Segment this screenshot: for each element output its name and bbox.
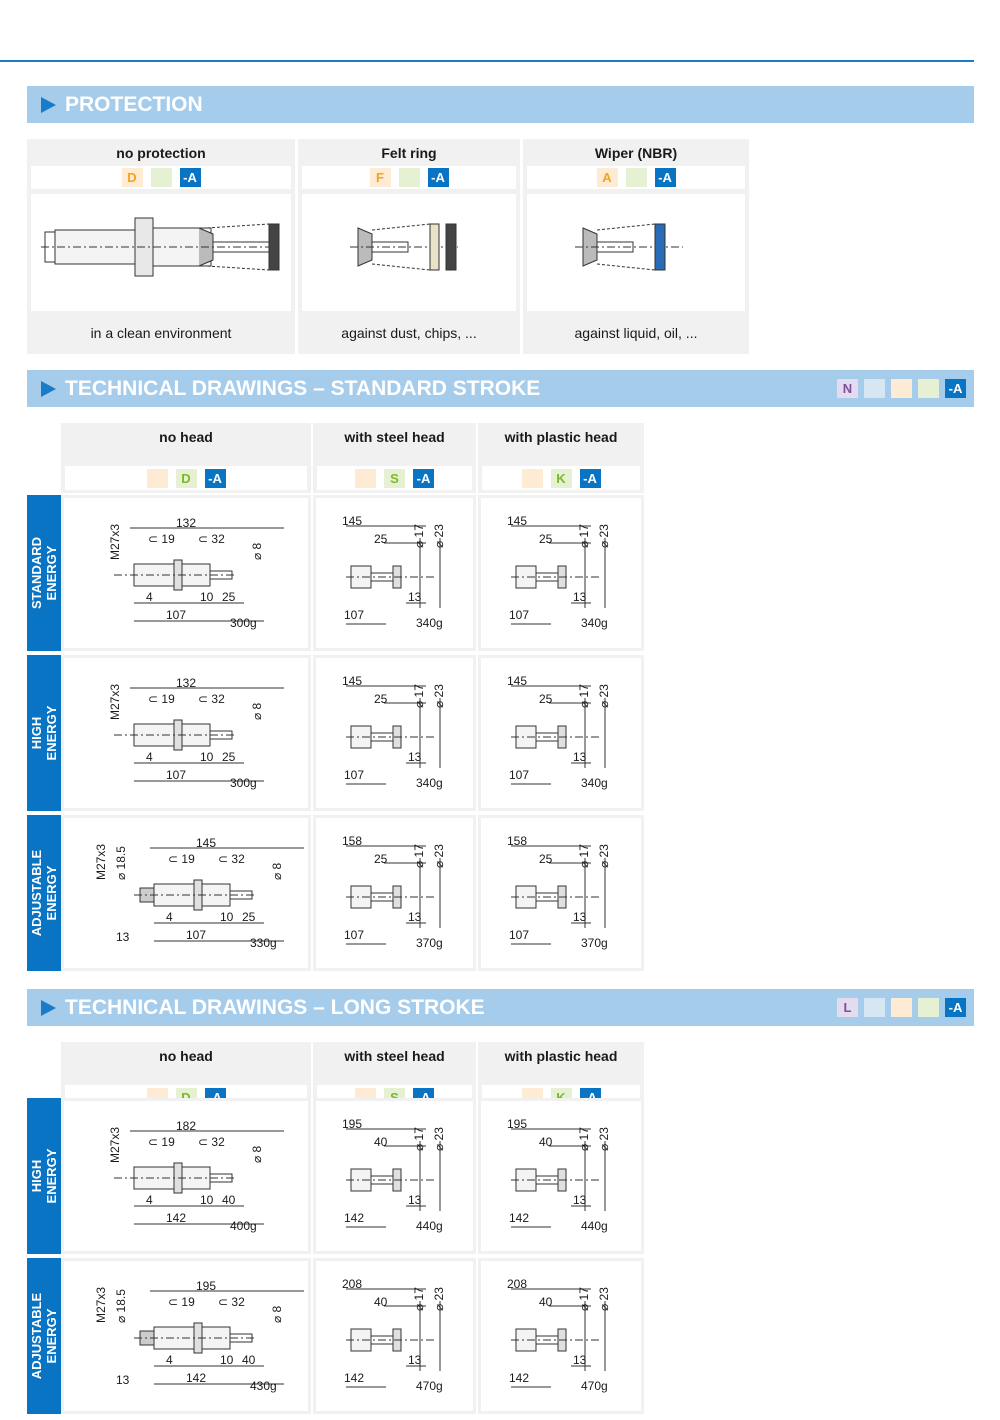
- dim-a: 4: [146, 1193, 153, 1207]
- dim-diameter-2: ⌀ 23: [432, 684, 446, 708]
- dim-stroke: 25: [374, 692, 388, 706]
- protection-option: [523, 139, 749, 354]
- dim-c: 25: [222, 590, 236, 604]
- drawing-plastic-head: [478, 1258, 644, 1414]
- code-row: [31, 166, 291, 189]
- drawing-plastic-head: [478, 1098, 644, 1254]
- dim-length: 107: [166, 768, 187, 782]
- dim-length: 107: [509, 768, 530, 782]
- column-title: with steel head: [344, 1048, 445, 1064]
- code-chip-blank: [399, 168, 420, 187]
- drawing-area: [64, 658, 308, 808]
- dim-c: 40: [242, 1353, 256, 1367]
- dim-diameter: ⌀ 8: [250, 542, 264, 560]
- dim-head: 13: [573, 590, 587, 604]
- code-chip-blank: [891, 379, 912, 398]
- weight: 440g: [416, 1219, 443, 1233]
- protection-description: against dust, chips, ...: [341, 325, 477, 341]
- dim-diameter-1: ⌀ 17: [412, 684, 426, 708]
- dim-length: 142: [344, 1371, 365, 1385]
- dim-c: 40: [222, 1193, 236, 1207]
- codes: [317, 469, 472, 488]
- dim-head: 13: [573, 750, 587, 764]
- drawing-steel-head: [313, 815, 476, 971]
- code-chip: D: [176, 469, 197, 488]
- drawing-steel-head: [313, 495, 476, 651]
- row-label-text: STANDARD ENERGY: [29, 537, 59, 609]
- code-row: [317, 466, 472, 490]
- codes: [302, 168, 516, 187]
- dim-diameter-2: ⌀ 23: [597, 1287, 611, 1311]
- column-title: no head: [159, 429, 213, 445]
- dim-length: 142: [166, 1211, 187, 1225]
- dim-thread: M27x3: [108, 1126, 122, 1163]
- dim-diameter: ⌀ 8: [250, 1145, 264, 1163]
- dim-stroke: 40: [374, 1135, 388, 1149]
- code-chip: S: [384, 469, 405, 488]
- section-codes: [837, 998, 966, 1017]
- dim-head: 13: [573, 910, 587, 924]
- dim-length: 142: [344, 1211, 365, 1225]
- weight: 340g: [581, 776, 608, 790]
- dim-a: 4: [166, 910, 173, 924]
- dim-length: 142: [509, 1371, 530, 1385]
- dim-total: 145: [196, 836, 217, 850]
- drawing-area: [316, 658, 473, 808]
- triangle-icon: [41, 1000, 56, 1016]
- dim-c: 25: [222, 750, 236, 764]
- dim-diameter-2: ⌀ 23: [432, 844, 446, 868]
- dim-length: 107: [344, 768, 365, 782]
- dim-diameter-1: ⌀ 17: [412, 524, 426, 548]
- drawing-area: [316, 818, 473, 968]
- drawing-steel-head: [313, 1258, 476, 1414]
- protection-drawing: [31, 194, 291, 311]
- drawing-no-head: [61, 815, 311, 971]
- code-row: [482, 466, 640, 490]
- weight: 400g: [230, 1219, 257, 1233]
- drawing-area: [316, 498, 473, 648]
- dim-diameter: ⌀ 8: [270, 1305, 284, 1323]
- dim-head: 13: [573, 1193, 587, 1207]
- dim-a: 4: [146, 590, 153, 604]
- codes: [31, 168, 291, 187]
- section-title: TECHNICAL DRAWINGS – STANDARD STROKE: [65, 376, 541, 400]
- dim-wrench-2: ⊂ 32: [198, 1135, 225, 1149]
- protection-option: [27, 139, 295, 354]
- dim-total: 145: [342, 514, 363, 528]
- column-title: no head: [159, 1048, 213, 1064]
- dim-length: 142: [186, 1371, 207, 1385]
- dim-diameter-2: ⌀ 23: [432, 1287, 446, 1311]
- code-chip-blank: [522, 469, 543, 488]
- dim-e: 13: [116, 930, 130, 944]
- drawing-area: [481, 658, 641, 808]
- dim-length: 107: [344, 608, 365, 622]
- drawing-area: [64, 1101, 308, 1251]
- weight: 340g: [581, 616, 608, 630]
- column-title: with plastic head: [504, 429, 618, 445]
- dim-diameter-1: ⌀ 17: [577, 1287, 591, 1311]
- weight: 300g: [230, 776, 257, 790]
- row-label-text: ADJUSTABLE ENERGY: [29, 849, 59, 937]
- dim-thread: M27x3: [94, 843, 108, 880]
- dim-head: 13: [408, 1193, 422, 1207]
- section-long-stroke: [27, 989, 974, 1026]
- dim-diameter-2: ⌀ 23: [432, 524, 446, 548]
- code-chip: -A: [428, 168, 449, 187]
- protection-drawing: [527, 194, 745, 311]
- column-header: [313, 423, 476, 493]
- dim-total: 195: [507, 1117, 528, 1131]
- drawing-no-head: [61, 495, 311, 651]
- code-chip-blank: [864, 379, 885, 398]
- row-label: [27, 655, 61, 811]
- dim-diameter-2: ⌀ 23: [597, 844, 611, 868]
- protection-option: [298, 139, 520, 354]
- top-rule: [0, 60, 974, 62]
- dim-length: 107: [166, 608, 187, 622]
- dim-stroke: 25: [539, 852, 553, 866]
- weight: 470g: [416, 1379, 443, 1393]
- dim-head: 13: [408, 910, 422, 924]
- dim-b: 10: [200, 590, 214, 604]
- dim-total: 195: [196, 1279, 217, 1293]
- drawing-no-head: [61, 1258, 311, 1414]
- drawing-plastic-head: [478, 655, 644, 811]
- dim-diameter-2: ⌀ 23: [597, 524, 611, 548]
- drawing-plastic-head: [478, 495, 644, 651]
- code-chip: F: [370, 168, 391, 187]
- dim-wrench-1: ⊂ 19: [148, 532, 175, 546]
- section-standard-stroke: [27, 370, 974, 407]
- dim-total: 132: [176, 516, 197, 530]
- code-row: [527, 166, 745, 189]
- dim-wrench-2: ⊂ 32: [218, 852, 245, 866]
- code-chip: -A: [413, 469, 434, 488]
- dim-diameter-1: ⌀ 17: [412, 1127, 426, 1151]
- dim-wrench-1: ⊂ 19: [168, 1295, 195, 1309]
- drawing-steel-head: [313, 1098, 476, 1254]
- dim-head: 13: [408, 750, 422, 764]
- drawing-no-head: [61, 1098, 311, 1254]
- dim-wrench-2: ⊂ 32: [198, 692, 225, 706]
- drawing-area: [64, 818, 308, 968]
- protection-title: Wiper (NBR): [594, 145, 678, 161]
- code-row: [302, 166, 516, 189]
- dim-knob: ⌀ 18.5: [114, 1289, 128, 1323]
- code-chip: -A: [205, 469, 226, 488]
- triangle-icon: [41, 97, 56, 113]
- codes: [65, 469, 307, 488]
- weight: 370g: [581, 936, 608, 950]
- drawing-steel-head: [313, 655, 476, 811]
- protection-title: Felt ring: [381, 145, 437, 161]
- protection-description: against liquid, oil, ...: [574, 325, 698, 341]
- codes: [482, 469, 640, 488]
- drawing-area: [316, 1261, 473, 1411]
- dim-total: 158: [342, 834, 363, 848]
- dim-length: 107: [509, 608, 530, 622]
- row-label: [27, 1098, 61, 1254]
- drawing-area: [481, 498, 641, 648]
- weight: 340g: [416, 776, 443, 790]
- code-chip-blank: [626, 168, 647, 187]
- code-chip-blank: [918, 998, 939, 1017]
- dim-diameter-1: ⌀ 17: [577, 524, 591, 548]
- dim-wrench-2: ⊂ 32: [218, 1295, 245, 1309]
- row-label-text: ADJUSTABLE ENERGY: [29, 1292, 59, 1380]
- dim-length: 142: [509, 1211, 530, 1225]
- weight: 370g: [416, 936, 443, 950]
- protection-title: no protection: [116, 145, 206, 161]
- dim-stroke: 40: [539, 1135, 553, 1149]
- dim-diameter-1: ⌀ 17: [412, 1287, 426, 1311]
- drawing-area: [481, 818, 641, 968]
- code-chip: -A: [945, 998, 966, 1017]
- dim-diameter-1: ⌀ 17: [577, 844, 591, 868]
- dim-b: 10: [200, 750, 214, 764]
- code-chip: N: [837, 379, 858, 398]
- dim-diameter-1: ⌀ 17: [577, 684, 591, 708]
- dim-head: 13: [573, 1353, 587, 1367]
- dim-diameter-1: ⌀ 17: [577, 1127, 591, 1151]
- weight: 430g: [250, 1379, 277, 1393]
- dim-a: 4: [146, 750, 153, 764]
- weight: 440g: [581, 1219, 608, 1233]
- dim-head: 13: [408, 1353, 422, 1367]
- dim-stroke: 25: [539, 532, 553, 546]
- section-protection: [27, 86, 974, 123]
- dim-diameter-2: ⌀ 23: [432, 1127, 446, 1151]
- code-row: [65, 466, 307, 490]
- dim-total: 208: [507, 1277, 528, 1291]
- weight: 340g: [416, 616, 443, 630]
- section-codes: [837, 379, 966, 398]
- row-label-text: HIGH ENERGY: [29, 1148, 59, 1204]
- dim-wrench-1: ⊂ 19: [148, 692, 175, 706]
- dim-total: 145: [507, 514, 528, 528]
- dim-wrench-1: ⊂ 19: [148, 1135, 175, 1149]
- protection-description: in a clean environment: [90, 325, 232, 341]
- section-title: TECHNICAL DRAWINGS – LONG STROKE: [65, 995, 485, 1019]
- dim-stroke: 40: [374, 1295, 388, 1309]
- code-chip: -A: [655, 168, 676, 187]
- dim-total: 145: [342, 674, 363, 688]
- dim-b: 10: [220, 1353, 234, 1367]
- dim-length: 107: [186, 928, 207, 942]
- dim-total: 182: [176, 1119, 197, 1133]
- dim-stroke: 25: [539, 692, 553, 706]
- dim-total: 208: [342, 1277, 363, 1291]
- drawing-area: [481, 1261, 641, 1411]
- dim-knob: ⌀ 18.5: [114, 846, 128, 880]
- dim-length: 107: [344, 928, 365, 942]
- code-chip-blank: [864, 998, 885, 1017]
- drawing-area: [64, 498, 308, 648]
- weight: 470g: [581, 1379, 608, 1393]
- column-header: [478, 423, 644, 493]
- code-chip-blank: [147, 469, 168, 488]
- dim-c: 25: [242, 910, 256, 924]
- row-label: [27, 1258, 61, 1414]
- weight: 330g: [250, 936, 277, 950]
- dim-stroke: 25: [374, 852, 388, 866]
- dim-b: 10: [200, 1193, 214, 1207]
- column-header: [61, 423, 311, 493]
- dim-diameter: ⌀ 8: [270, 862, 284, 880]
- row-label-text: HIGH ENERGY: [29, 705, 59, 761]
- dim-diameter-1: ⌀ 17: [412, 844, 426, 868]
- drawing-area: [316, 1101, 473, 1251]
- triangle-icon: [41, 381, 56, 397]
- dim-e: 13: [116, 1373, 130, 1387]
- column-title: with steel head: [344, 429, 445, 445]
- dim-length: 107: [509, 928, 530, 942]
- code-chip: -A: [580, 469, 601, 488]
- dim-total: 195: [342, 1117, 363, 1131]
- code-chip: -A: [945, 379, 966, 398]
- weight: 300g: [230, 616, 257, 630]
- code-chip: L: [837, 998, 858, 1017]
- dim-stroke: 25: [374, 532, 388, 546]
- drawing-plastic-head: [478, 815, 644, 971]
- dim-total: 158: [507, 834, 528, 848]
- drawing-area: [481, 1101, 641, 1251]
- section-title: PROTECTION: [65, 92, 203, 116]
- codes: [527, 168, 745, 187]
- column-title: with plastic head: [504, 1048, 618, 1064]
- drawing-area: [64, 1261, 308, 1411]
- dim-diameter-2: ⌀ 23: [597, 1127, 611, 1151]
- code-chip-blank: [918, 379, 939, 398]
- code-chip-blank: [151, 168, 172, 187]
- dim-stroke: 40: [539, 1295, 553, 1309]
- code-chip: K: [551, 469, 572, 488]
- code-chip-blank: [355, 469, 376, 488]
- dim-thread: M27x3: [94, 1286, 108, 1323]
- dim-a: 4: [166, 1353, 173, 1367]
- drawing-no-head: [61, 655, 311, 811]
- protection-drawing: [302, 194, 516, 311]
- row-label: [27, 815, 61, 971]
- code-chip: D: [122, 168, 143, 187]
- dim-wrench-2: ⊂ 32: [198, 532, 225, 546]
- code-chip: A: [597, 168, 618, 187]
- dim-total: 132: [176, 676, 197, 690]
- dim-total: 145: [507, 674, 528, 688]
- dim-b: 10: [220, 910, 234, 924]
- dim-diameter: ⌀ 8: [250, 702, 264, 720]
- dim-diameter-2: ⌀ 23: [597, 684, 611, 708]
- dim-head: 13: [408, 590, 422, 604]
- dim-thread: M27x3: [108, 523, 122, 560]
- code-chip: -A: [180, 168, 201, 187]
- code-chip-blank: [891, 998, 912, 1017]
- row-label: [27, 495, 61, 651]
- dim-wrench-1: ⊂ 19: [168, 852, 195, 866]
- dim-thread: M27x3: [108, 683, 122, 720]
